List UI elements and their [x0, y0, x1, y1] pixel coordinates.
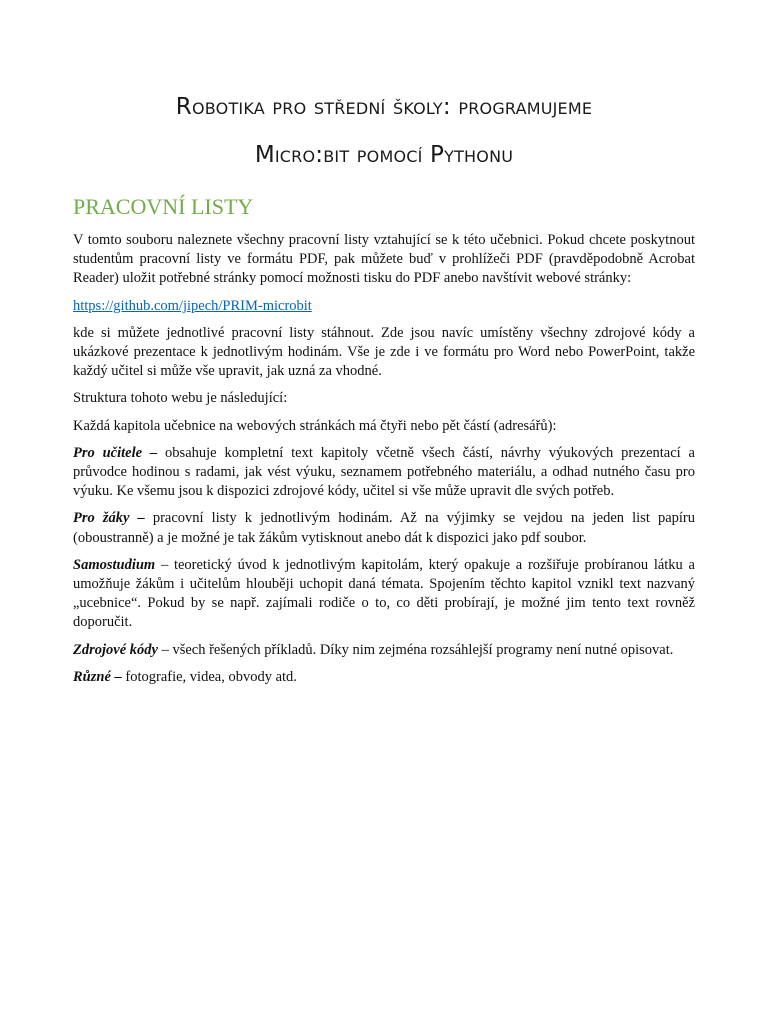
title-line-2: Micro:bit pomocí Pythonu	[254, 142, 514, 168]
section-heading: PRACOVNÍ LISTY	[73, 194, 254, 219]
link-paragraph	[73, 297, 695, 316]
part-text: fotografie, videa, obvody atd.	[121, 668, 297, 685]
part-term: Zdrojové kódy	[73, 641, 158, 658]
part-term: Různé –	[73, 668, 122, 685]
intro-paragraph: V tomto souboru naleznete všechny pracovní listy vztahující se k této učebnici. Pokud chcete poskytnout studentům pracovní listy ve formátu PDF, pak můžete buď v prohlížeči PDF (pravděpodobně Acrobat Reader) uložit potřebné stránky pomocí možnosti tisku do PDF anebo navštívit webové stránky:	[73, 232, 695, 287]
document-page	[73, 0, 695, 695]
chapter-paragraph: Každá kapitola učebnice na webových stránkách má čtyři nebo pět částí (adresářů):	[73, 417, 557, 434]
document-title	[73, 83, 695, 179]
title-line-1: Robotika pro střední školy: programujeme	[175, 94, 593, 120]
part-term: Pro učitele –	[73, 444, 158, 461]
part-text: – teoretický úvod k jednotlivým kapitolám, který opakuje a rozšiřuje probíranou látku a umožňuje žákům i učitelům hlouběji uchopit daná témata. Spojením těchto kapitol vznikl text nazvaný „ucebnice“. Pokud by se např. zajímali rodiče o to, co děti probírají, je možné jim tento text rovněž doporučit.	[73, 556, 695, 631]
part-ruzne	[73, 668, 695, 687]
part-text: obsahuje kompletní text kapitoly včetně všech částí, návrhy výukových prezentací a průvodce hodinou s radami, jak vést výuku, seznamem potřebného materiálu, a odhad nutného času pro výuku. Ke všemu jsou k dispozici zdrojové kódy, učitel si vše může upravit dle svých potřeb.	[73, 444, 695, 500]
part-pro-ucitele	[73, 444, 695, 502]
part-pro-zaky	[73, 509, 695, 547]
part-samostudium	[73, 556, 695, 633]
part-term: Pro žáky –	[73, 510, 145, 527]
part-zdrojove-kody	[73, 641, 695, 660]
github-link[interactable]: https://github.com/jipech/PRIM-microbit	[73, 297, 312, 314]
part-text: – všech řešených příkladů. Díky nim zejména rozsáhlejší programy není nutné opisovat.	[157, 641, 674, 658]
download-paragraph: kde si můžete jednotlivé pracovní listy stáhnout. Zde jsou navíc umístěny všechny zdrojové kódy a ukázkové prezentace k jednotlivým hodinám. Vše je zde i ve formátu pro Word nebo PowerPoint, takže každý učitel si může vše upravit, jak uzná za vhodné.	[73, 324, 695, 380]
structure-paragraph: Struktura tohoto webu je následující:	[73, 390, 288, 407]
part-term: Samostudium	[73, 556, 156, 573]
part-text: pracovní listy k jednotlivým hodinám. Až na výjimky se vejdou na jeden list papíru (oboustranně) a je možné je tak žákům vytisknout anebo dát k dispozici jako pdf soubor.	[73, 510, 695, 546]
